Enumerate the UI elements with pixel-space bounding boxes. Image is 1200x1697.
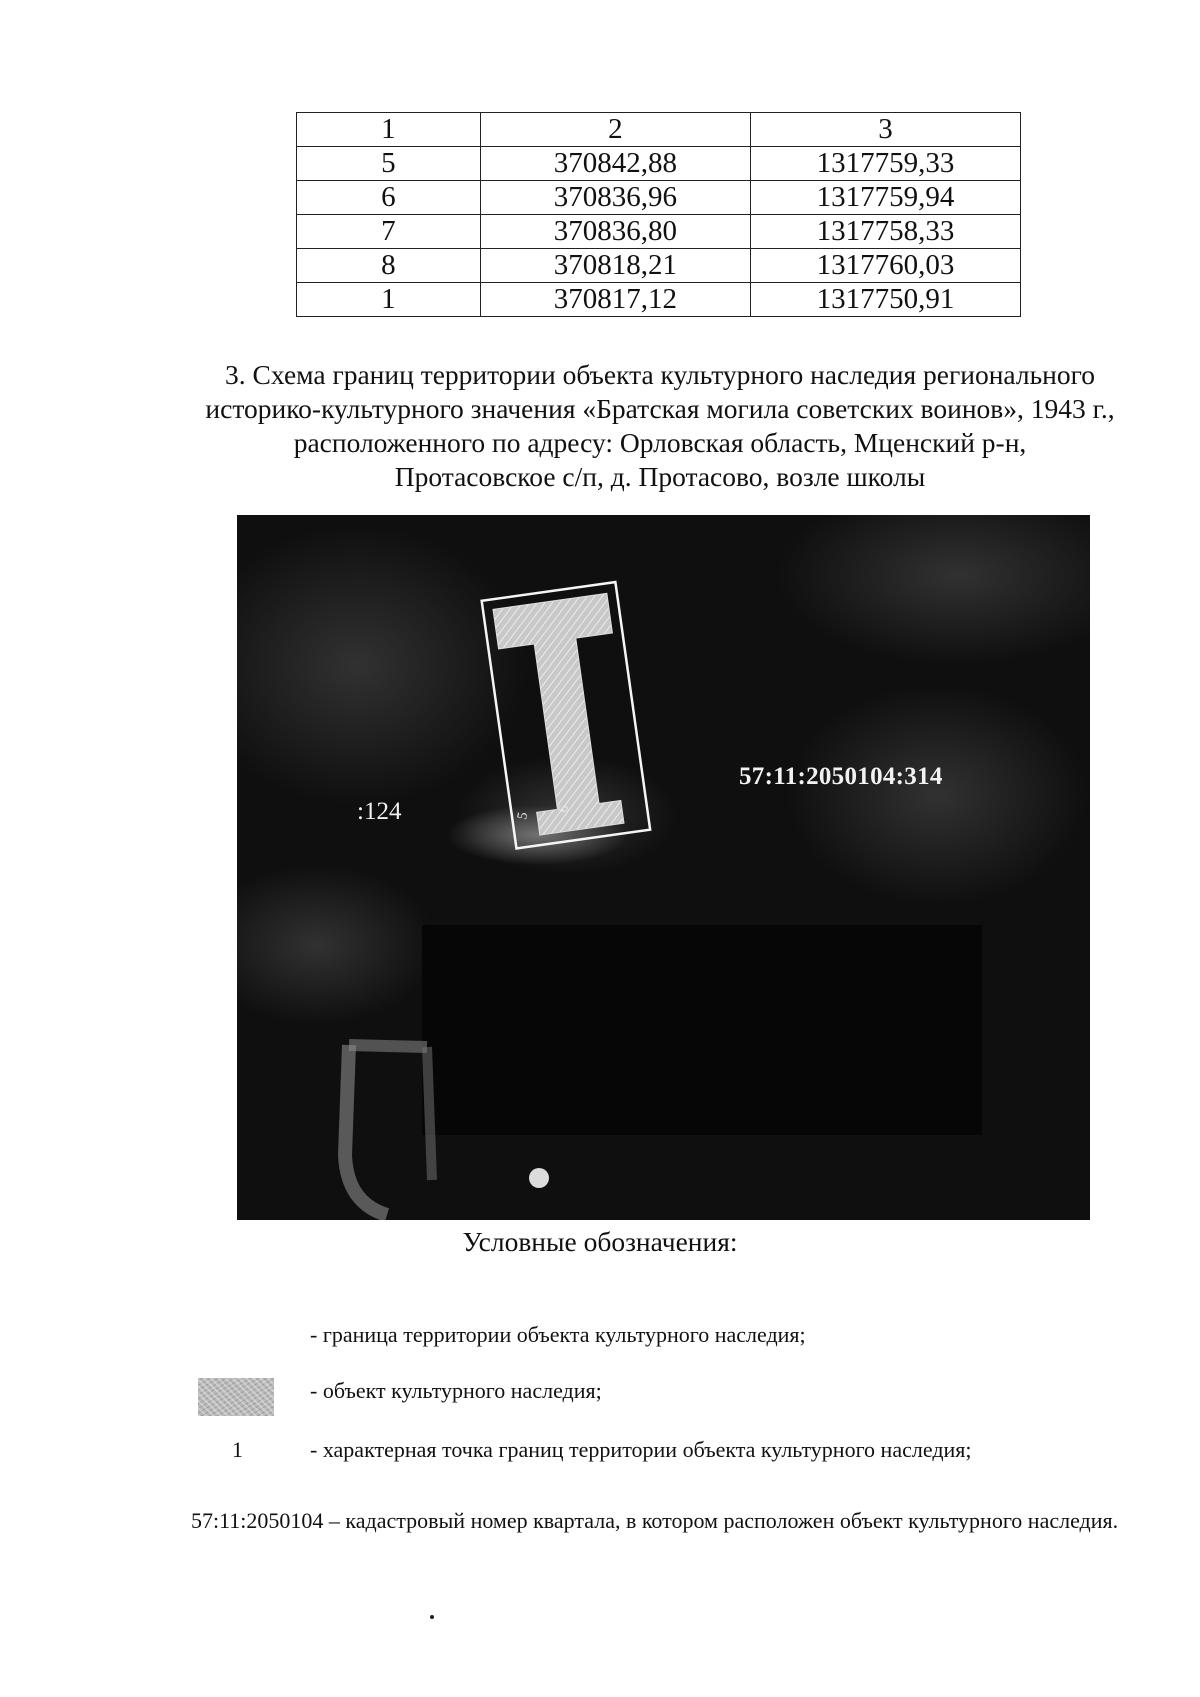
- table-row: [297, 181, 1021, 215]
- legend-boundary: - граница территории объекта культурного наследия;: [310, 1322, 806, 1347]
- scan-speck: [430, 1615, 434, 1619]
- table-row: [297, 147, 1021, 181]
- boundary-map: [237, 515, 1090, 1220]
- y-coordinate-cell: 1317758,33: [750, 215, 1020, 249]
- map-texture: [787, 685, 1087, 905]
- header-cell: 1: [297, 113, 481, 147]
- bright-spot: [529, 1168, 549, 1188]
- coordinates-table: [296, 112, 1021, 317]
- section-title-line: Протасовское с/п, д. Протасово, возле школы: [394, 461, 926, 492]
- table-row: [297, 249, 1021, 283]
- x-coordinate-cell: 370836,96: [480, 181, 750, 215]
- path-trace: [349, 1045, 427, 1047]
- point-number-cell: 8: [297, 249, 481, 283]
- section-title-line: 3. Схема границ территории объекта культурного наследия регионального: [225, 359, 1095, 390]
- y-coordinate-cell: 1317760,03: [750, 249, 1020, 283]
- y-coordinate-cell: 1317759,33: [750, 147, 1020, 181]
- legend-object-swatch: [198, 1378, 274, 1416]
- dark-area: [422, 925, 982, 1135]
- y-coordinate-cell: 1317759,94: [750, 181, 1020, 215]
- x-coordinate-cell: 370836,80: [480, 215, 750, 249]
- x-coordinate-cell: 370817,12: [480, 283, 750, 317]
- section-title-line: расположенного по адресу: Орловская область, Мценский р-н,: [293, 427, 1027, 458]
- legend-point-symbol: 1: [232, 1437, 243, 1462]
- cadastral-label: 57:11:2050104:314: [739, 763, 943, 790]
- boundary-point-label: 6: [556, 804, 573, 814]
- x-coordinate-cell: 370818,21: [480, 249, 750, 283]
- point-number-cell: 6: [297, 181, 481, 215]
- table-row: [297, 283, 1021, 317]
- path-trace: [427, 1047, 432, 1180]
- point-number-cell: 7: [297, 215, 481, 249]
- table-row: [297, 215, 1021, 249]
- x-coordinate-cell: 370842,88: [480, 147, 750, 181]
- legend-title: Условные обозначения:: [462, 1226, 738, 1257]
- y-coordinate-cell: 1317750,91: [750, 283, 1020, 317]
- section-title: [160, 358, 1160, 494]
- header-cell: 3: [750, 113, 1020, 147]
- section-title-line: историко-культурного значения «Братская могила советских воинов», 1943 г.,: [205, 393, 1115, 424]
- table-header-row: [297, 113, 1021, 147]
- legend-point: - характерная точка границ территории объекта культурного наследия;: [310, 1437, 972, 1462]
- parcel-label: :124: [357, 798, 402, 825]
- boundary-point-label: 5: [515, 811, 532, 821]
- map-imagery: [237, 515, 1090, 1220]
- cadastral-note: 57:11:2050104 – кадастровый номер квартала, в котором расположен объект культурного наследия.: [191, 1508, 1119, 1533]
- point-number-cell: 5: [297, 147, 481, 181]
- legend-object: - объект культурного наследия;: [310, 1378, 602, 1403]
- point-number-cell: 1: [297, 283, 481, 317]
- header-cell: 2: [480, 113, 750, 147]
